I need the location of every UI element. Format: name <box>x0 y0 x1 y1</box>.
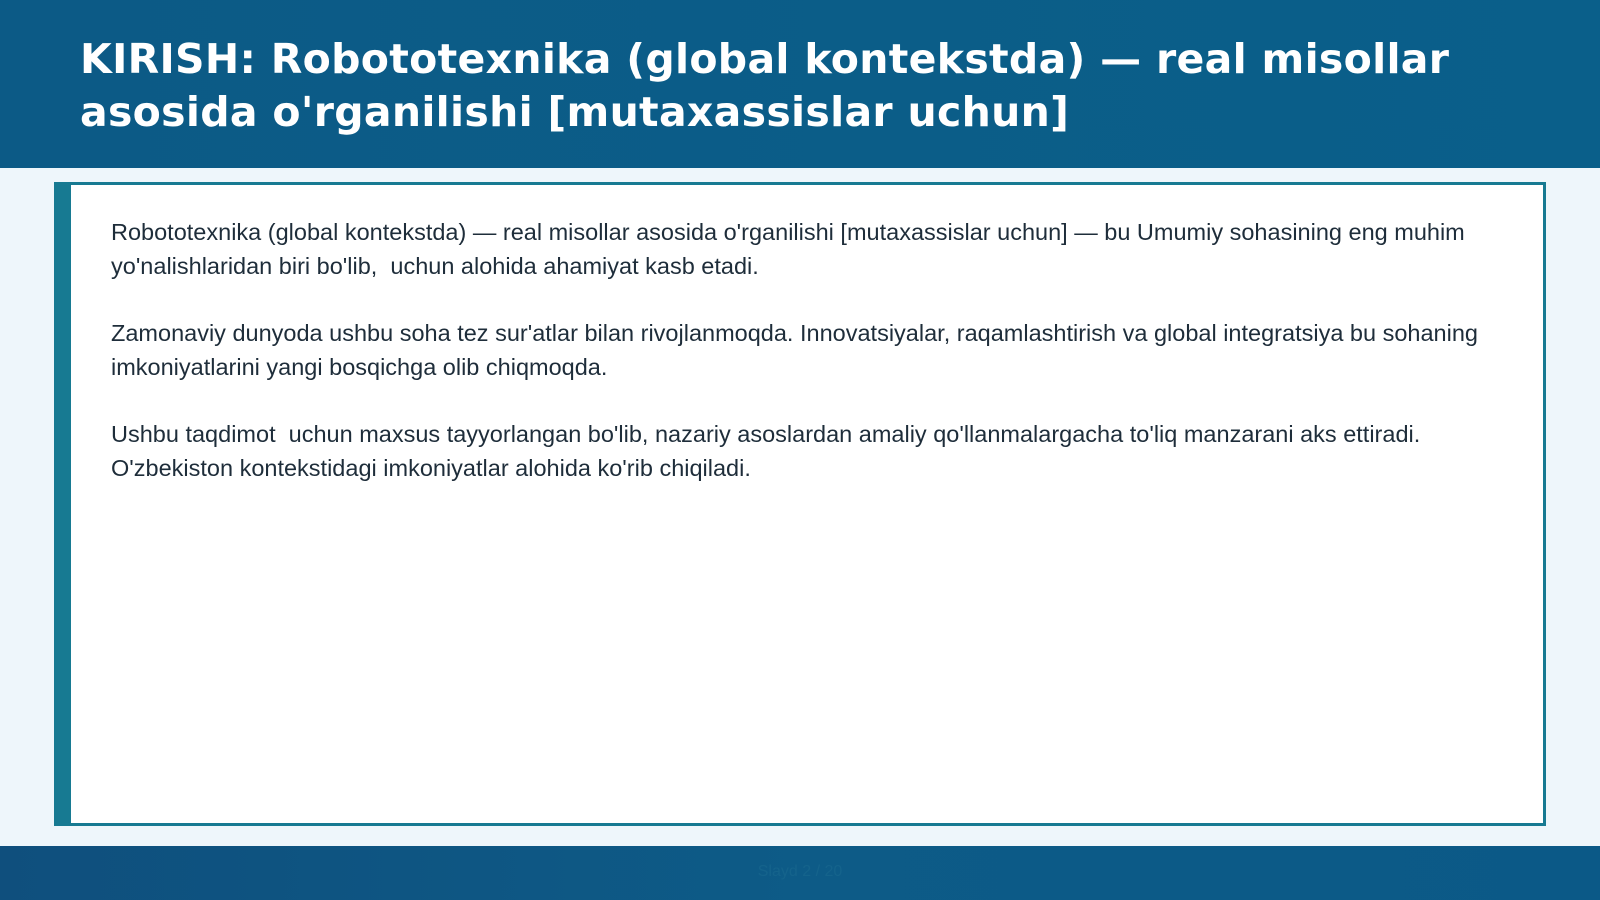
presentation-paragraph: Ushbu taqdimot uchun maxsus tayyorlangan bo'lib, nazariy asoslardan amaliy qo'llanmalargacha to'liq manzarani aks ettiradi. O'zbekiston kontekstidagi imkoniyatlar alohida ko'rib chiqiladi. <box>111 421 1427 481</box>
content-card <box>54 182 1546 826</box>
slide-footer <box>0 846 1600 900</box>
slide-title: KIRISH: Robototexnika (global kontekstda) — real misollar asosida o'rganilishi [mutaxassislar uchun] <box>80 35 1450 136</box>
slide-number: Slayd 2 / 20 <box>757 863 843 880</box>
intro-paragraph: Robototexnika (global kontekstda) — real misollar asosida o'rganilishi [mutaxassislar uchun] — bu Umumiy sohasining eng muhim yo'nalishlaridan biri bo'lib, uchun alohida ahamiyat kasb etadi. <box>111 219 1472 279</box>
content-text <box>111 215 1499 518</box>
development-paragraph: Zamonaviy dunyoda ushbu soha tez sur'atlar bilan rivojlanmoqda. Innovatsiyalar, raqamlashtirish va global integratsiya bu sohaning imkoniyatlarini yangi bosqichga olib chiqmoqda. <box>111 320 1485 380</box>
slide-header <box>0 0 1600 168</box>
